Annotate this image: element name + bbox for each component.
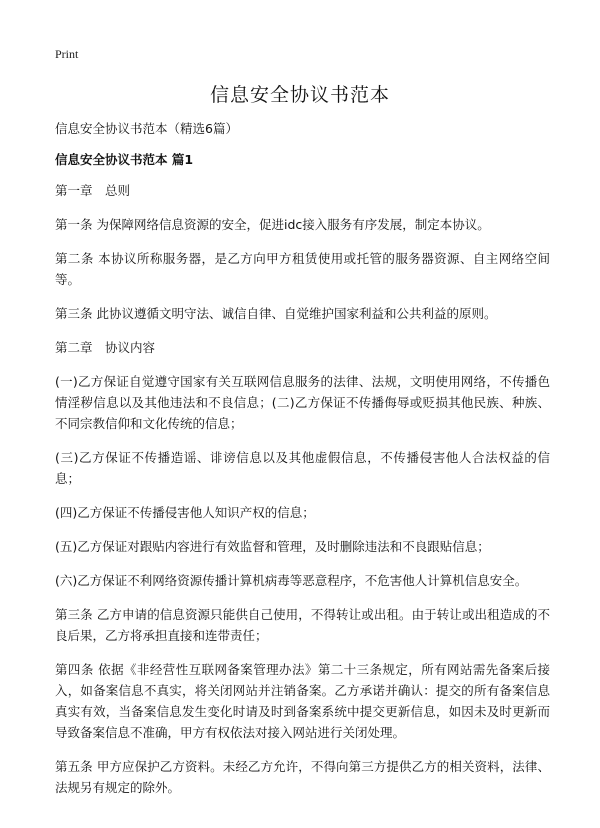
section-heading: 信息安全协议书范本 篇1 (55, 152, 194, 167)
article-paragraph: 第一条 为保障网络信息资源的安全，促进idc接入服务有序发展，制定本协议。 (55, 217, 490, 232)
document-body (55, 118, 550, 811)
document-subtitle: 信息安全协议书范本（精选6篇） (55, 121, 238, 136)
article-paragraph: 第三条 乙方申请的信息资源只能供自己使用，不得转让或出租。由于转让或出租造成的不良后果，乙方将承担直接和连带责任； (55, 607, 550, 643)
document-title: 信息安全协议书范本 (209, 84, 390, 106)
clause-paragraph: (三)乙方保证不传播造谣、诽谤信息以及其他虚假信息，不传播侵害他人合法权益的信息； (55, 450, 550, 486)
clause-paragraph: (五)乙方保证对跟贴内容进行有效监督和管理，及时删除违法和不良跟贴信息； (55, 539, 490, 554)
print-link[interactable]: Print (55, 47, 79, 61)
clause-paragraph: (四)乙方保证不传播侵害他人知识产权的信息； (55, 505, 315, 520)
clause-paragraph: (一)乙方保证自觉遵守国家有关互联网信息服务的法律、法规，文明使用网络，不传播色情淫秽信息以及其他违法和不良信息；(二)乙方保证不传播侮辱或贬损其他民族、种族、不同宗教信仰和文化传统的信息； (55, 374, 550, 431)
article-paragraph: 第二条 本协议所称服务器，是乙方向甲方租赁使用或托管的服务器资源、自主网络空间等。 (55, 251, 550, 287)
chapter-heading: 第二章 协议内容 (55, 340, 156, 355)
article-paragraph: 第四条 依据《非经营性互联网备案管理办法》第二十三条规定，所有网站需先备案后接入，如备案信息不真实，将关闭网站并注销备案。乙方承诺并确认：提交的所有备案信息真实有效，当备案信息发生变化时请及时到备案系统中提交更新信息，如因未及时更新而导致备案信息不准确，甲方有权依法对接入网站进行关闭处理。 (55, 662, 550, 740)
article-paragraph: 第五条 甲方应保护乙方资料。未经乙方允许，不得向第三方提供乙方的相关资料，法律、法规另有规定的除外。 (55, 759, 550, 795)
chapter-heading: 第一章 总则 (55, 183, 131, 198)
clause-paragraph: (六)乙方保证不利网络资源传播计算机病毒等恶意程序，不危害他人计算机信息安全。 (55, 573, 528, 588)
article-paragraph: 第三条 此协议遵循文明守法、诚信自律、自觉维护国家利益和公共利益的原则。 (55, 306, 497, 321)
